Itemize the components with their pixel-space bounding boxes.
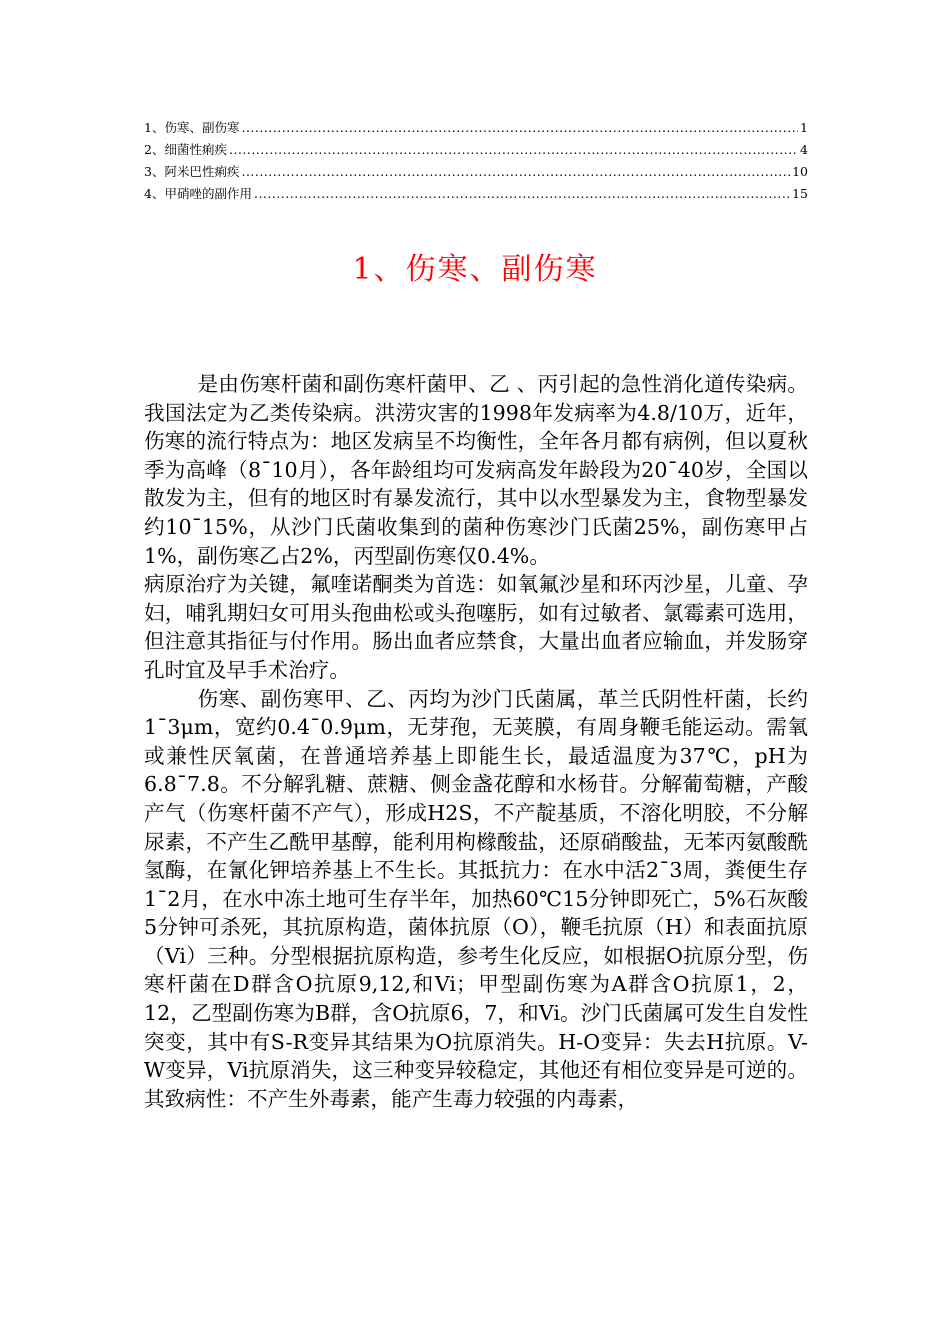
toc-entry-page: 1 <box>800 120 808 135</box>
toc-leader-dots <box>241 164 790 179</box>
toc-leader-dots <box>241 120 798 135</box>
table-of-contents <box>144 118 808 206</box>
toc-entry[interactable] <box>144 184 808 206</box>
paragraph-treatment: 病原治疗为关键，氟喹诺酮类为首选：如氧氟沙星和环丙沙星，儿童、孕妇，哺乳期妇女可用头孢曲松或头孢噻肟，如有过敏者、氯霉素可选用，但注意其指征与付作用。肠出血者应禁食，大量出血者应输血，并发肠穿孔时宜及早手术治疗。 <box>144 572 808 682</box>
toc-entry-page: 4 <box>800 142 808 157</box>
section-body <box>144 370 808 1113</box>
toc-entry[interactable] <box>144 140 808 162</box>
toc-entry-page: 10 <box>792 164 808 179</box>
section-heading: 1、伤寒、副伤寒 <box>352 252 598 287</box>
paragraph-pathogen: 伤寒、副伤寒甲、乙、丙均为沙门氏菌属，革兰氏阴性杆菌，长约1¯3μm，宽约0.4¯0.9μm，无芽孢，无荚膜，有周身鞭毛能运动。需氧或兼性厌氧菌，在普通培养基上即能生长，最适温度为37℃，pH为6.8¯7.8。不分解乳糖、蔗糖、侧金盏花醇和水杨苷。分解葡萄糖，产酸产气（伤寒杆菌不产气），形成H2S，不产靛基质，不溶化明胶，不分解尿素，不产生乙酰甲基醇，能利用枸橼酸盐，还原硝酸盐，无苯丙氨酸酰氢酶，在氰化钾培养基上不生长。其抵抗力：在水中活2¯3周，粪便生存1¯2月，在水中冻土地可生存半年，加热60℃15分钟即死亡，5%石灰酸5分钟可杀死，其抗原构造，菌体抗原（O），鞭毛抗原（H）和表面抗原（Vi）三种。分型根据抗原构造，参考生化反应，如根据O抗原分型，伤寒杆菌在D群含O抗原9,12,和Vi；甲型副伤寒为A群含O抗原1，2，12，乙型副伤寒为B群，含O抗原6，7，和Vi。沙门氏菌属可发生自发性突变，其中有S-R变异其结果为O抗原消失。H-O变异：失去H抗原。V-W变异，Vi抗原消失，这三种变异较稳定，其他还有相位变异是可逆的。其致病性：不产生外毒素，能产生毒力较强的内毒素， <box>144 686 808 1111</box>
paragraph-overview: 是由伤寒杆菌和副伤寒杆菌甲、乙 、丙引起的急性消化道传染病。我国法定为乙类传染病。洪涝灾害的1998年发病率为4.8/10万，近年，伤寒的流行特点为：地区发病呈不均衡性，全年各月都有病例，但以夏秋季为高峰（8¯10月），各年龄组均可发病高发年龄段为20¯40岁，全国以散发为主，但有的地区时有暴发流行，其中以水型暴发为主，食物型暴发约10¯15%，从沙门氏菌收集到的菌种伤寒沙门氏菌25%，副伤寒甲占1%，副伤寒乙占2%，丙型副伤寒仅0.4%。 <box>144 372 808 568</box>
toc-entry[interactable] <box>144 162 808 184</box>
toc-entry-title: 1、伤寒、副伤寒 <box>144 120 240 135</box>
toc-entry[interactable] <box>144 118 808 140</box>
toc-entry-page: 15 <box>792 186 808 201</box>
toc-entry-title: 3、阿米巴性痢疾 <box>144 164 240 179</box>
toc-entry-title: 2、细菌性痢疾 <box>144 142 227 157</box>
toc-leader-dots <box>254 186 790 201</box>
toc-leader-dots <box>229 142 798 157</box>
toc-entry-title: 4、甲硝唑的副作用 <box>144 186 252 201</box>
